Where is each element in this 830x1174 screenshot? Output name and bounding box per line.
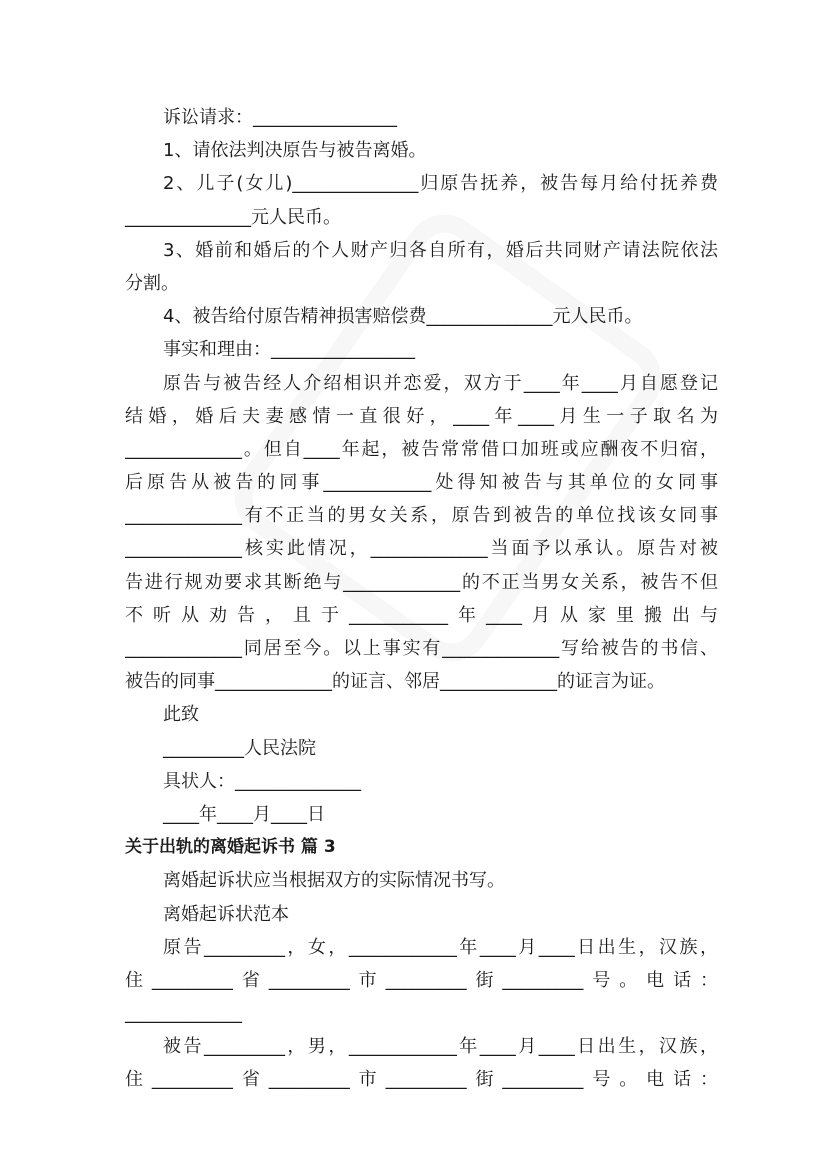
plaintiff-line: 原告_________，女，____________年____月____日出生，汉族， — [163, 936, 718, 958]
facts-line: 不听从劝告，且于___________年____月从家里搬出与 — [125, 604, 718, 626]
claims-heading: 诉讼请求：________________ — [163, 107, 397, 128]
template-title: 离婚起诉状范本 — [163, 903, 289, 925]
facts-line: _____________核实此情况，_____________当面予以承认。原告对被 — [125, 538, 718, 560]
court-name: _________人民法院 — [163, 737, 316, 759]
claim-2: 2、儿子(女儿)______________归原告抚养，被告每月给付抚养费 — [163, 173, 718, 195]
facts-line: _____________同居至今。以上事实有_____________写给被告的书信、 — [125, 638, 718, 659]
claim-2-cont: ______________元人民币。 — [125, 206, 341, 228]
section-heading: 关于出轨的离婚起诉书 篇 3 — [125, 837, 336, 858]
date-line: ____年____月____日 — [163, 803, 325, 825]
signer: 具状人：______________ — [163, 770, 361, 792]
facts-line: _____________。但自____年起，被告常常借口加班或应酬夜不归宿， — [125, 438, 718, 460]
defendant-address: 住_________省_________市_________街_________号。电话： — [125, 1069, 718, 1091]
facts-heading: 事实和理由：________________ — [163, 339, 415, 361]
facts-line: 被告的同事_____________的证言、邻居_____________的证言为证。 — [125, 671, 665, 693]
plaintiff-address: 住_________省_________市_________街_________号。电话： — [125, 969, 718, 991]
facts-line: 结婚，婚后夫妻感情一直很好，____年____月生一子取名为 — [125, 405, 718, 427]
intro-text: 离婚起诉状应当根据双方的实际情况书写。 — [163, 870, 505, 892]
salutation: 此致 — [163, 704, 199, 726]
facts-line: 告进行规劝要求其断绝与_____________的不正当男女关系，被告不但 — [125, 571, 718, 593]
claim-1: 1、请依法判决原告与被告离婚。 — [163, 140, 427, 162]
facts-line: _____________有不正当的男女关系，原告到被告的单位找该女同事 — [125, 505, 718, 527]
claim-4: 4、被告给付原告精神损害赔偿费______________元人民币。 — [163, 306, 643, 328]
claim-3-cont: 分割。 — [125, 272, 179, 294]
facts-line: 后原告从被告的同事____________处得知被告与其单位的女同事 — [125, 472, 718, 494]
plaintiff-phone: _____________ — [125, 1003, 242, 1025]
claim-3: 3、婚前和婚后的个人财产归各自所有，婚后共同财产请法院依法 — [163, 239, 718, 261]
defendant-line: 被告_________，男，____________年____月____日出生，汉族， — [163, 1036, 718, 1058]
facts-line: 原告与被告经人介绍相识并恋爱，双方于____年____月自愿登记 — [163, 372, 718, 394]
document-page — [125, 101, 718, 1097]
